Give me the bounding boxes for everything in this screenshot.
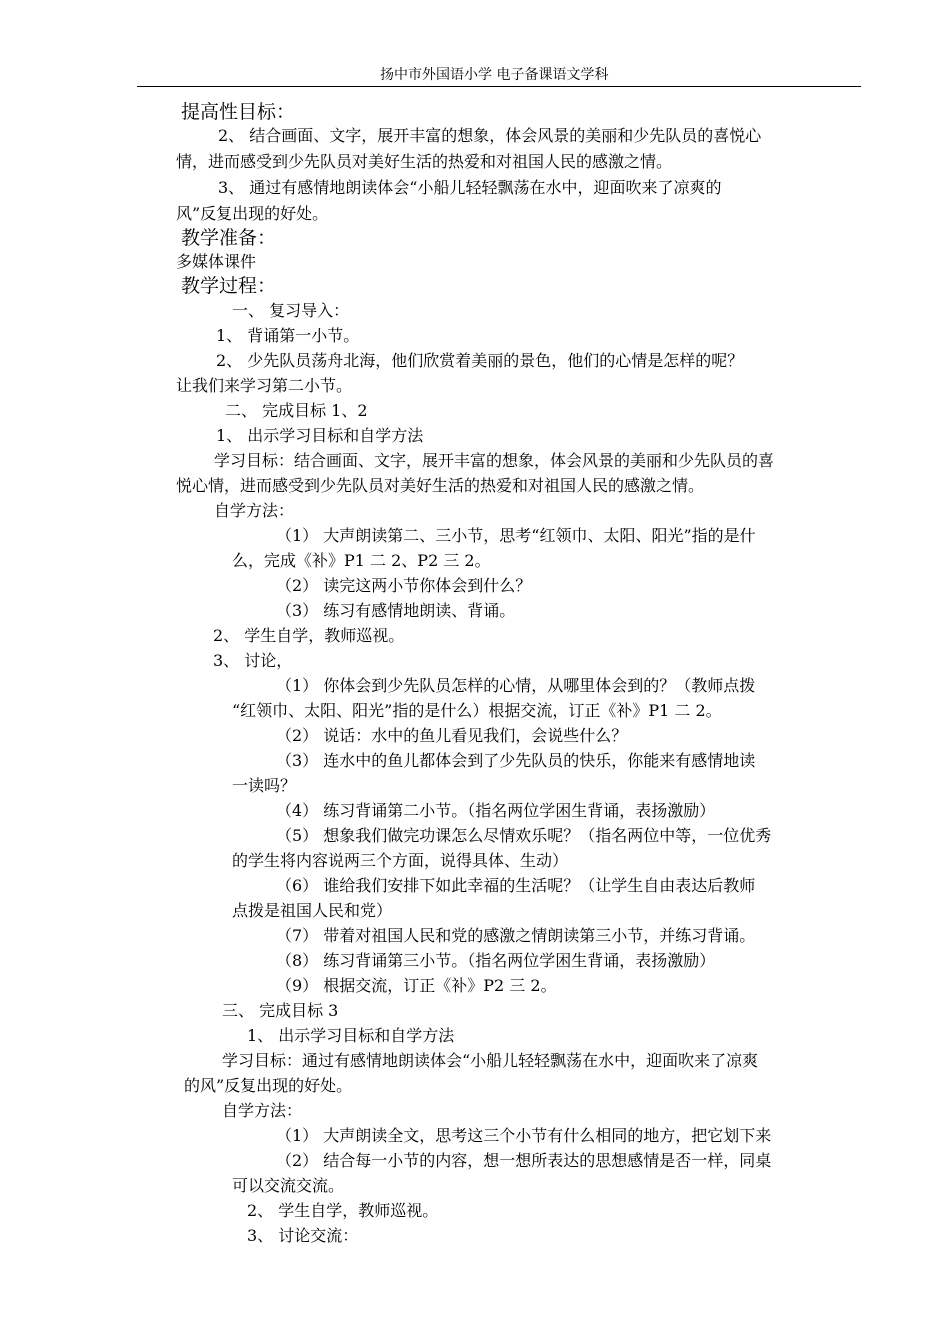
- text-line: 可以交流交流。: [232, 1176, 345, 1195]
- text-line: （2） 结合每一小节的内容，想一想所表达的思想感情是否一样，同桌: [276, 1151, 772, 1170]
- text-line: 1、 出示学习目标和自学方法: [216, 426, 424, 445]
- text-line: 自学方法：: [214, 501, 295, 520]
- text-line: （8） 练习背诵第三小节。（指名两位学困生背诵，表扬激励）: [276, 951, 716, 970]
- section-heading: 三、 完成目标 3: [222, 1001, 339, 1020]
- text-line: （2） 读完这两小节你体会到什么？: [276, 576, 532, 595]
- heading-process: 教学过程：: [181, 275, 277, 297]
- text-line: 的学生将内容说两三个方面，说得具体、生动）: [232, 851, 569, 870]
- text-line: 2、 结合画面、文字，展开丰富的想象，体会风景的美丽和少先队员的喜悦心: [218, 126, 762, 145]
- heading-advanced-goals: 提高性目标：: [181, 101, 296, 123]
- text-line: （3） 练习有感情地朗读、背诵。: [276, 601, 516, 620]
- header-rule: [137, 86, 861, 87]
- text-line: （6） 谁给我们安排下如此幸福的生活呢？（让学生自由表达后教师: [276, 876, 756, 895]
- text-line: （3） 连水中的鱼儿都体会到了少先队员的快乐，你能来有感情地读: [276, 751, 756, 770]
- page-header: 扬中市外国语小学 电子备课语文学科: [380, 67, 609, 83]
- text-line: 1、 背诵第一小节。: [216, 326, 360, 345]
- text-line: 点拨是祖国人民和党）: [232, 901, 393, 920]
- text-line: 么，完成《补》P1 二 2、P2 三 2。: [232, 551, 491, 570]
- text-line: 3、 讨论，: [213, 651, 293, 670]
- text-line: “红领巾、太阳、阳光”指的是什么）根据交流，订正《补》P1 二 2。: [232, 701, 722, 720]
- text-line: 学习目标：通过有感情地朗读体会“小船儿轻轻飘荡在水中，迎面吹来了凉爽: [222, 1051, 759, 1070]
- text-line: 情，进而感受到少先队员对美好生活的热爱和对祖国人民的感激之情。: [176, 152, 673, 171]
- text-line: （5） 想象我们做完功课怎么尽情欢乐呢？（指名两位中等，一位优秀: [276, 826, 772, 845]
- text-line: 的风”反复出现的好处。: [184, 1076, 353, 1095]
- text-line: （1） 大声朗读第二、三小节，思考“红领巾、太阳、阳光”指的是什: [276, 526, 756, 545]
- text-line: 2、 少先队员荡舟北海，他们欣赏着美丽的景色，他们的心情是怎样的呢？: [216, 351, 744, 370]
- section-heading: 一、 复习导入：: [232, 301, 350, 320]
- text-line: （1） 你体会到少先队员怎样的心情，从哪里体会到的？（教师点拨: [276, 676, 756, 695]
- text-line: （2） 说话：水中的鱼儿看见我们，会说些什么？: [276, 726, 628, 745]
- text-line: 风”反复出现的好处。: [176, 204, 329, 223]
- text-line: 一读吗？: [232, 776, 297, 795]
- text-line: 悦心情，进而感受到少先队员对美好生活的热爱和对祖国人民的感激之情。: [176, 476, 705, 495]
- text-line: 2、 学生自学，教师巡视。: [213, 626, 405, 645]
- heading-preparation: 教学准备：: [181, 227, 277, 249]
- text-line: 3、 通过有感情地朗读体会“小船儿轻轻飘荡在水中，迎面吹来了凉爽的: [218, 178, 722, 197]
- text-line: （9） 根据交流，订正《补》P2 三 2。: [276, 976, 557, 995]
- text-line: （1） 大声朗读全文，思考这三个小节有什么相同的地方，把它划下来: [276, 1126, 772, 1145]
- text-line: 自学方法：: [222, 1101, 303, 1120]
- text-line: 让我们来学习第二小节。: [176, 376, 353, 395]
- section-heading: 二、 完成目标 1、2: [225, 401, 368, 420]
- text-line: 3、 讨论交流：: [247, 1226, 359, 1245]
- text-line: 2、 学生自学，教师巡视。: [247, 1201, 439, 1220]
- text-line: 1、 出示学习目标和自学方法: [247, 1026, 455, 1045]
- text-line: （7） 带着对祖国人民和党的感激之情朗读第三小节，并练习背诵。: [276, 926, 756, 945]
- text-line: （4） 练习背诵第二小节。（指名两位学困生背诵，表扬激励）: [276, 801, 716, 820]
- text-line: 学习目标：结合画面、文字，展开丰富的想象，体会风景的美丽和少先队员的喜: [214, 451, 775, 470]
- text-line: 多媒体课件: [176, 252, 257, 271]
